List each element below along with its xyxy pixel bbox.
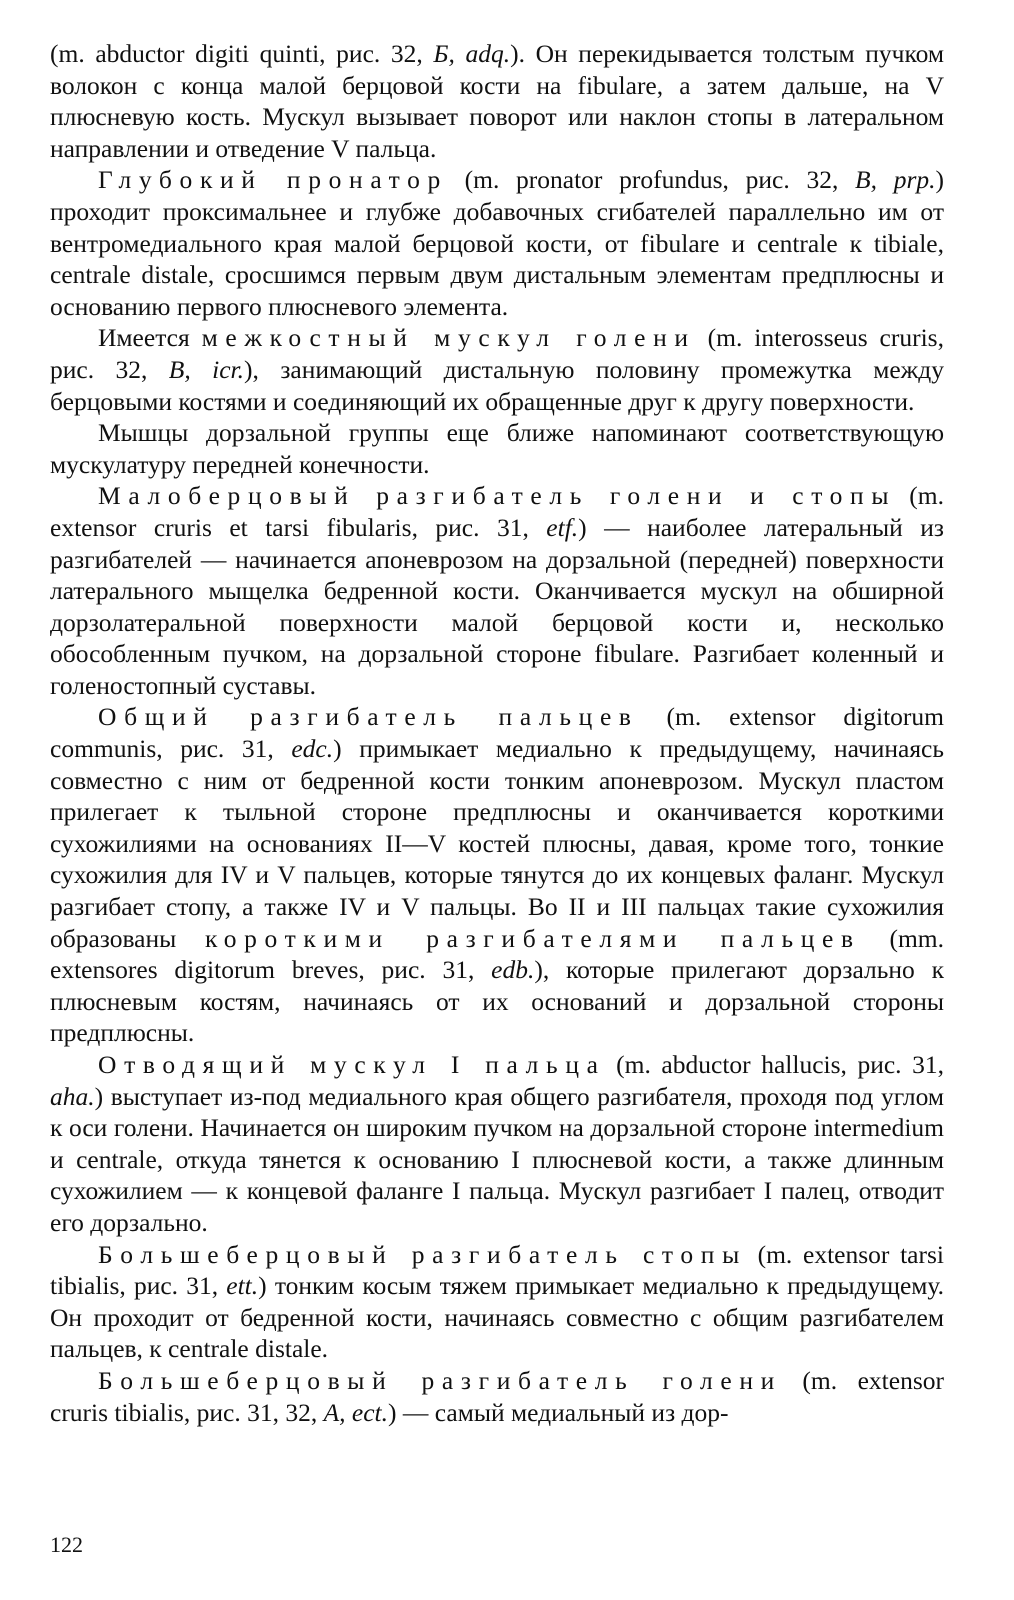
text-segment: Мышцы дорзальной группы еще ближе напоминают соответствующую мускулатуру передней конечности. (50, 418, 944, 479)
paragraph (50, 1239, 944, 1365)
page-text (50, 38, 944, 1428)
text-segment: ) выступает из-под медиального края общего разгибателя, проходя под углом к оси голени. Начинается он широким пучком на дорзальной стороне intermedium и centrale, откуда тянется к основанию I плюсневой кости, а также длинным сухожилием — к концевой фаланге I пальца. Мускул разгибает I палец, отводит его дорзально. (50, 1081, 944, 1237)
figure-reference: aha. (50, 1081, 95, 1111)
text-segment: ). Он перекидывается толстым пучком волокон с конца малой берцовой кости на fibulare, а затем дальше, на V плюсневую кость. Мускул вызывает поворот или наклон стопы в латеральном направлении и отведение V пальца. (50, 39, 944, 163)
paragraph (50, 701, 944, 1049)
text-segment: (m. abductor hallucis, рис. 31, (605, 1050, 944, 1079)
paragraph (50, 1049, 944, 1239)
text-segment: (m. interosseus cruris, рис. 32, (50, 323, 944, 384)
muscle-name: Отводящий мускул I пальца (98, 1050, 606, 1079)
text-segment: (m. extensor tarsi tibialis, рис. 31, (50, 1239, 945, 1301)
muscle-name: Большеберцовый разгибатель голени (98, 1365, 782, 1395)
muscle-name: Глубокий пронатор (98, 165, 448, 195)
muscle-name: Общий разгибатель пальцев (98, 702, 639, 732)
paragraph (50, 164, 944, 322)
muscle-name: короткими разгибателями пальцев (205, 923, 861, 953)
paragraph (50, 38, 944, 164)
figure-reference: ett. (226, 1271, 259, 1301)
text-segment: ) — наиболее латеральный из разгибателей — начинается апоневрозом на дорзальной (передней) поверхности латерального мыщелка бедренной кости. Оканчивается мускул на обширной дорзолатеральной поверхности малой берцовой кости и, несколько обособленным пучком, на дорзальной стороне fibulare. Разгибает коленный и голеностопный суставы. (50, 512, 944, 700)
figure-reference: В, icr. (168, 354, 245, 384)
figure-reference: A, ect. (323, 1397, 389, 1427)
figure-reference: В, prp. (855, 165, 936, 195)
page-number: 122 (50, 1532, 83, 1557)
text-segment: (m. extensor digitorum communis, рис. 31, (50, 702, 945, 764)
paragraph (50, 322, 944, 417)
muscle-name: межкостный мускул голени (201, 323, 696, 353)
text-segment: ) тонким косым тяжем примыкает медиально к предыдущему. Он проходит от бедренной кости, начинаясь совместно с общим разгибателем пальцев, к centrale distale. (50, 1271, 944, 1364)
text-segment: (m. extensor cruris tibialis, рис. 31, 32, (50, 1365, 944, 1427)
text-segment: (m. abductor digiti quinti, рис. 32, (50, 39, 434, 68)
paragraph (50, 1365, 944, 1428)
text-segment: (m. extensor cruris et tarsi fibularis, рис. 31, (50, 481, 944, 542)
text-segment: ) — самый медиальный из дор- (388, 1397, 729, 1427)
text-segment: (mm. extensores digitorum breves, рис. 31, (50, 923, 944, 985)
paragraph (50, 417, 944, 480)
text-segment: Имеется (98, 323, 202, 353)
figure-reference: edc. (291, 734, 334, 764)
muscle-name: Малоберцовый разгибатель голени и стопы (98, 481, 897, 511)
text-segment: (m. pronator profundus, рис. 32, (447, 165, 856, 195)
figure-reference: etf. (546, 512, 579, 542)
muscle-name: Большеберцовый разгибатель стопы (98, 1239, 747, 1269)
paragraph (50, 480, 944, 701)
figure-reference: edb. (491, 955, 535, 985)
text-segment: ) примыкает медиально к предыдущему, начинаясь совместно с ним от бедренной кости тонким апоневрозом. Мускул пластом прилегает к тыльной стороне предплюсны и оканчивается короткими сухожилиями на основаниях II—V костей плюсны, давая, кроме того, тонкие сухожилия для IV и V пальцев, которые тянутся до их концевых фаланг. Мускул разгибает стопу, а также IV и V пальцы. Во II и III пальцах такие сухожилия образованы (50, 734, 945, 953)
text-segment: ) проходит проксимальнее и глубже добавочных сгибателей параллельно им от вентромедиального края малой берцовой кости, от fibulare и centrale к tibiale, centrale distale, сросшимся первым двум дистальным элементам предплюсны и основанию первого плюсневого элемента. (50, 165, 944, 321)
text-segment: ), занимающий дистальную половину промежутка между берцовыми костями и соединяющий их обращенные друг к другу поверхности. (50, 354, 945, 416)
figure-reference: Б, adq. (433, 39, 511, 68)
text-segment: ), которые прилегают дорзально к плюсневым костям, начинаясь от их оснований и дорзальной стороны предплюсны. (50, 955, 944, 1048)
